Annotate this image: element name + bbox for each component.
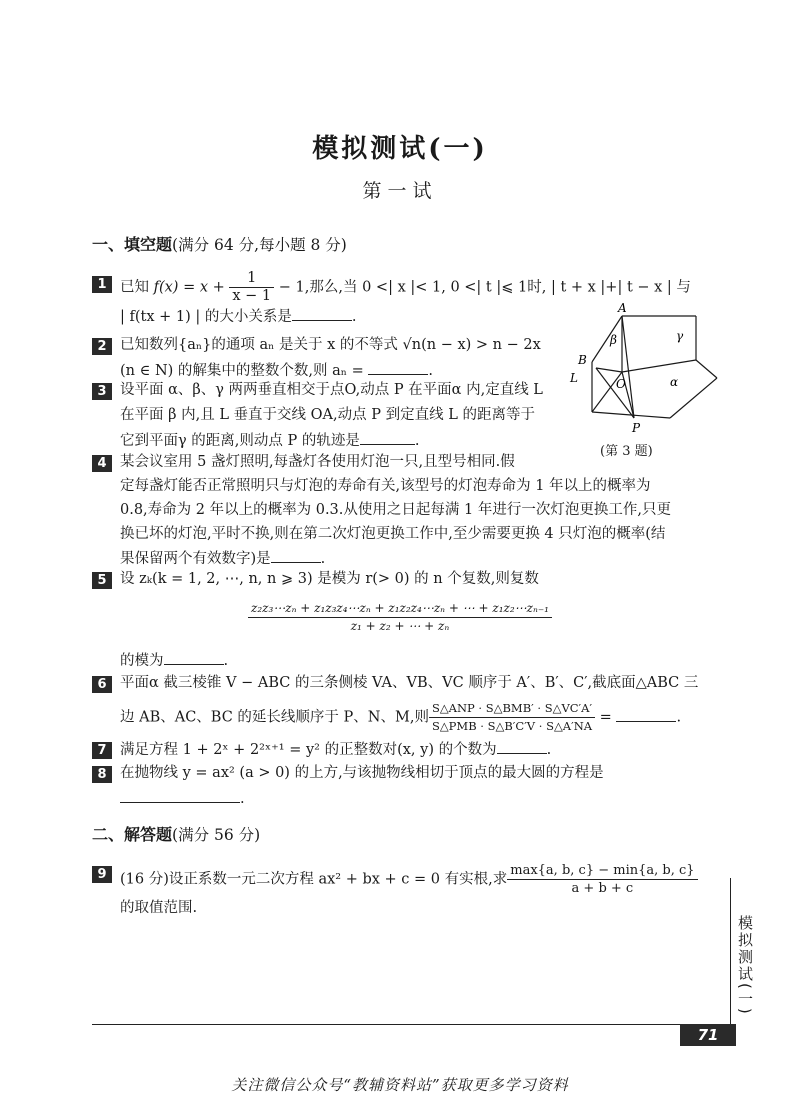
figure-edge <box>596 368 622 372</box>
section-answer <box>92 822 260 845</box>
answer-blank <box>120 788 240 803</box>
question-number-9: 9 <box>92 866 112 883</box>
page-number: 71 <box>680 1024 736 1046</box>
question-2-line-2: (n ∈ N) 的解集中的整数个数,则 aₙ = . <box>120 360 433 381</box>
answer-blank <box>616 707 676 722</box>
section-label: 一、填空题 <box>92 235 173 254</box>
page-subtitle: 第一试 <box>362 180 438 202</box>
side-tab-rule <box>730 878 731 1028</box>
question-5-line-2: 的模为 . <box>120 650 228 671</box>
question-4-line-2: 定每盏灯能否正常照明只与灯泡的寿命有关,该型号的灯泡寿命为 1 年以上的概率为 <box>120 478 651 494</box>
page-rule <box>92 1024 732 1025</box>
question-number-3: 3 <box>92 383 112 400</box>
q5-fraction: $\frac{\text{z₂z₃⋯zₙ + z₁z₃z₄⋯zₙ + z₁z₂z₄⋯zₙ + ⋯ + z₁z₂⋯zₙ₋₁}}{\text{z₁ + z₂ + ⋯ + zₙ}}$ <box>248 600 552 635</box>
question-number-2: 2 <box>92 338 112 355</box>
footer-note: 关注微信公众号“教辅资料站”获取更多学习资料 <box>231 1076 569 1094</box>
question-5-line-1: 设 zₖ(k = 1, 2, ⋯, n, n ⩾ 3) 是模为 r(> 0) 的 n 个复数,则复数 <box>120 571 539 587</box>
figure-label-P: P <box>632 421 641 435</box>
figure-edge <box>696 360 717 378</box>
question-number-1: 1 <box>92 276 112 293</box>
figure-edge <box>622 360 696 372</box>
page-title: 模拟测试(一) <box>312 134 488 164</box>
answer-blank <box>292 306 352 321</box>
question-number-6: 6 <box>92 676 112 693</box>
geometry-figure <box>572 300 722 440</box>
side-tab-label: 模拟测试(一) <box>736 915 754 1016</box>
question-4-line-4: 换已坏的灯泡,平时不换,则在第二次灯泡更换工作中,至少需要更换 4 只灯泡的概率(结 <box>120 526 666 542</box>
question-number-5: 5 <box>92 572 112 589</box>
question-4-line-1: 某会议室用 5 盏灯照明,每盏灯各使用灯泡一只,且型号相同.假 <box>120 454 515 470</box>
q6-fraction: $\frac{\text{S△ANP · S△BMB′ · S△VC′A′}}{\text{S△PMB · S△B′C′V · S△A′NA}}$ <box>429 700 595 735</box>
q9-fraction: $\frac{\max\{a, b, c\} - \min\{a, b, c\}}{a + b + c}$ <box>507 862 697 897</box>
question-7-line-1: 满足方程 1 + 2ˣ + 2²ˣ⁺¹ = y² 的正整数对(x, y) 的个数为 . <box>120 739 551 760</box>
question-number-7: 7 <box>92 742 112 759</box>
figure-label-gamma: γ <box>676 329 684 343</box>
question-3-line-3: 它到平面γ 的距离,则动点 P 的轨迹是 . <box>120 430 419 451</box>
answer-blank <box>360 430 415 445</box>
figure-edge <box>622 316 634 418</box>
question-9-line-2: 的取值范围. <box>120 900 198 916</box>
question-8-line-2: . <box>120 788 245 809</box>
answer-blank <box>497 739 547 754</box>
question-1-line-1: 已知 f(x) = x + $\frac{1}{x - 1}$ − 1,那么,当 0 <| x |< 1, 0 <| t |⩽ 1时, | t + x |+| t − x | 与 <box>120 270 691 304</box>
question-6-line-1: 平面α 截三棱锥 V − ABC 的三条侧棱 VA、VB、VC 顺序于 A′、B′、C′,截底面△ABC 三 <box>120 675 699 691</box>
figure-edge <box>592 316 622 362</box>
question-3-line-2: 在平面 β 内,且 L 垂直于交线 OA,动点 P 到定直线 L 的距离等于 <box>120 407 535 423</box>
question-1-line-2: | f(tx + 1) | 的大小关系是 . <box>120 306 357 327</box>
question-2-line-1: 已知数列{aₙ}的通项 aₙ 是关于 x 的不等式 √n(n − x) > n − 2x <box>120 337 541 353</box>
answer-blank <box>271 548 321 563</box>
section-fill-in <box>92 232 347 255</box>
section-note: (满分 56 分) <box>172 826 261 844</box>
question-number-4: 4 <box>92 455 112 472</box>
question-9-line-1: (16 分)设正系数一元二次方程 ax² + bx + c = 0 有实根,求 $\frac{\max\{a, b, c\} - \min\{a, b, c\}}{a + b + c}$ <box>120 862 698 897</box>
figure-label-beta: β <box>610 333 617 347</box>
question-number-8: 8 <box>92 766 112 783</box>
q1-fraction: $\frac{1}{x - 1}$ <box>229 270 274 305</box>
figure-label-O: O <box>616 377 626 391</box>
figure-label-alpha: α <box>670 375 679 389</box>
figure-line-L <box>596 368 634 418</box>
question-8-line-1: 在抛物线 y = ax² (a > 0) 的上方,与该抛物线相切于顶点的最大圆的方程是 <box>120 765 604 781</box>
question-4-line-3: 0.8,寿命为 2 年以上的概率为 0.3.从使用之日起每满 1 年进行一次灯泡更换工作,只更 <box>120 502 671 518</box>
section-label: 二、解答题 <box>92 825 173 844</box>
figure-caption: (第 3 题) <box>600 444 653 459</box>
question-6-line-2: 边 AB、AC、BC 的延长线顺序于 P、N、M,则 $\frac{\text{S△ANP · S△BMB′ · S△VC′A′}}{\text{S△PMB · S△B′C′V · S△A′NA}}$ = . <box>120 701 682 733</box>
question-4-line-5: 果保留两个有效数字)是 . <box>120 548 325 569</box>
figure-label-L: L <box>570 371 578 385</box>
figure-label-A: A <box>618 301 627 315</box>
section-note: (满分 64 分,每小题 8 分) <box>172 236 347 254</box>
question-5-formula <box>0 600 800 635</box>
question-3-line-1: 设平面 α、β、γ 两两垂直相交于点O,动点 P 在平面α 内,定直线 L <box>120 382 543 398</box>
answer-blank <box>164 650 224 665</box>
figure-label-B: B <box>578 353 587 367</box>
answer-blank <box>368 360 428 375</box>
